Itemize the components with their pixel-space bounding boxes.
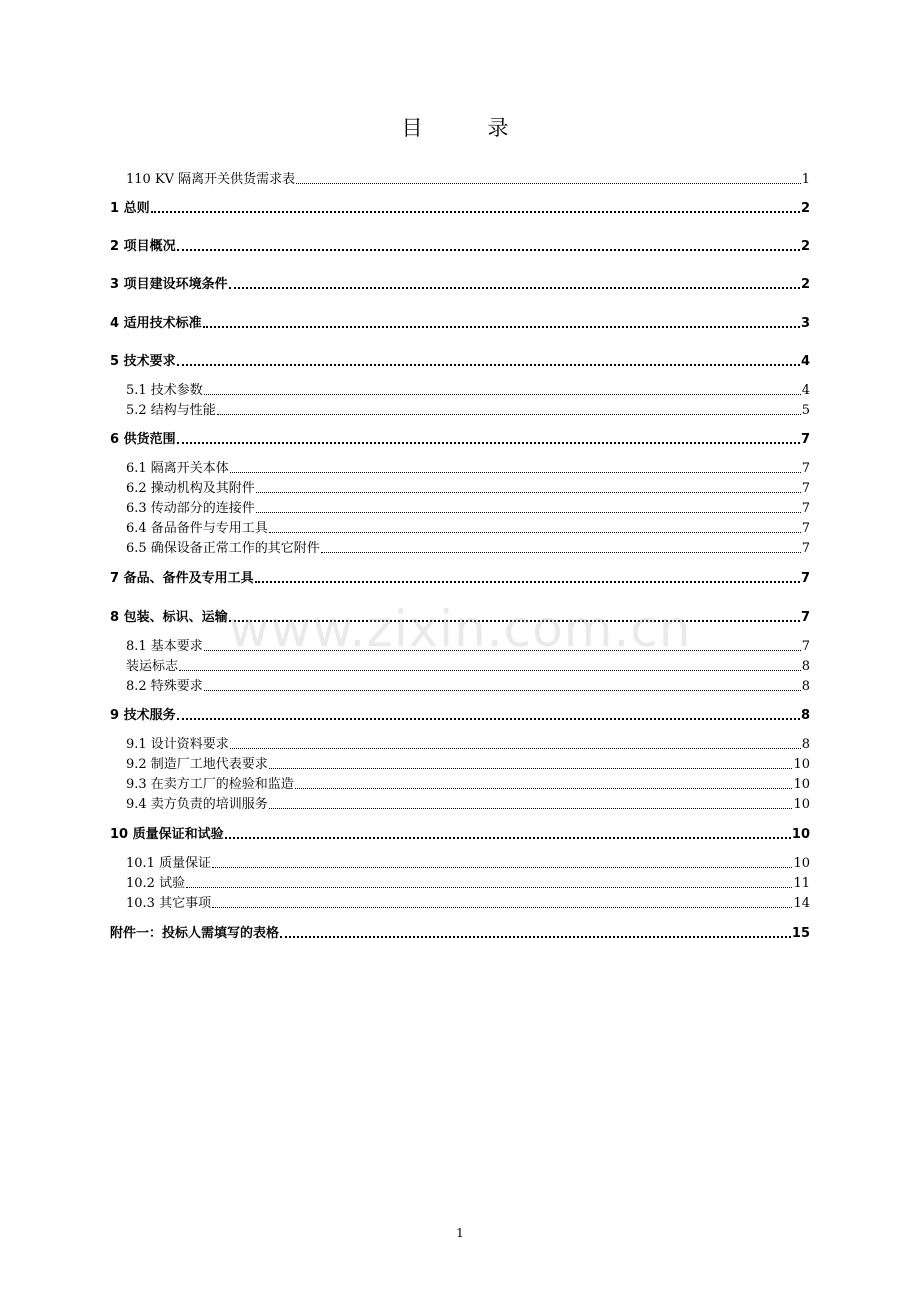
- toc-entry[interactable]: [126, 854, 810, 872]
- toc-dot-leader: [186, 887, 792, 888]
- toc-entry-label: 2 项目概况: [110, 239, 176, 254]
- page-title: 目 录: [401, 116, 531, 140]
- toc-entry-page: 7: [801, 541, 810, 556]
- toc-dot-leader: [280, 936, 791, 938]
- toc-entry-page: 10: [791, 827, 810, 842]
- toc-entry[interactable]: [110, 199, 810, 217]
- toc-dot-leader: [217, 414, 801, 415]
- toc-dot-leader: [177, 364, 800, 366]
- toc-entry[interactable]: [126, 170, 810, 188]
- toc-entry-page: 2: [800, 239, 810, 254]
- toc-entry-label: 6.1 隔离开关本体: [126, 461, 229, 476]
- toc-entry-label: 1 总则: [110, 201, 150, 216]
- toc-entry-label: 9.1 设计资料要求: [126, 737, 229, 752]
- toc-entry[interactable]: [126, 519, 810, 537]
- toc-entry-page: 7: [801, 639, 810, 654]
- toc-entry[interactable]: [126, 677, 810, 695]
- toc-entry-label: 8.2 特殊要求: [126, 679, 203, 694]
- toc-entry-page: 10: [793, 856, 810, 871]
- toc-entry-label: 10.3 其它事项: [126, 896, 212, 911]
- toc-entry-page: 10: [793, 777, 810, 792]
- toc-entry[interactable]: [126, 894, 810, 912]
- toc-entry-label: 110 KV 隔离开关供货需求表: [126, 172, 296, 187]
- toc-dot-leader: [230, 472, 801, 473]
- toc-entry-label: 9.2 制造厂工地代表要求: [126, 757, 268, 772]
- toc-dot-leader: [229, 620, 800, 622]
- toc-entry-label: 装运标志: [126, 659, 179, 674]
- toc-entry[interactable]: [126, 755, 810, 773]
- toc-entry-page: 11: [793, 876, 810, 891]
- toc-dot-leader: [204, 394, 801, 395]
- toc-entry-label: 5 技术要求: [110, 354, 176, 369]
- toc-dot-leader: [256, 492, 801, 493]
- toc-dot-leader: [151, 211, 800, 213]
- toc-entry[interactable]: [126, 775, 810, 793]
- toc-entry-label: 3 项目建设环境条件: [110, 277, 228, 292]
- toc-entry-page: 7: [801, 521, 810, 536]
- toc-entry-page: 7: [800, 571, 810, 586]
- toc-dot-leader: [177, 442, 800, 444]
- toc-entry-label: 10 质量保证和试验: [110, 827, 224, 842]
- toc-entry[interactable]: [126, 459, 810, 477]
- toc-entry-page: 7: [800, 610, 810, 625]
- toc-entry-page: 2: [800, 277, 810, 292]
- toc-dot-leader: [212, 907, 792, 908]
- toc-entry-page: 2: [800, 201, 810, 216]
- toc-entry-page: 14: [793, 896, 810, 911]
- toc-entry[interactable]: [126, 479, 810, 497]
- toc-entry-label: 4 适用技术标准: [110, 316, 202, 331]
- toc-entry[interactable]: [110, 430, 810, 448]
- toc-entry[interactable]: [110, 314, 810, 332]
- toc-entry-label: 附件一：投标人需填写的表格: [110, 926, 280, 941]
- toc-dot-leader: [269, 808, 793, 809]
- toc-entry-page: 7: [801, 461, 810, 476]
- toc-entry-label: 9 技术服务: [110, 708, 176, 723]
- toc-dot-leader: [229, 287, 800, 289]
- toc-entry[interactable]: [110, 275, 810, 293]
- toc-entry[interactable]: [110, 608, 810, 626]
- toc-dot-leader: [212, 867, 792, 868]
- toc-entry-page: 4: [800, 354, 810, 369]
- toc-entry-label: 10.2 试验: [126, 876, 186, 891]
- toc-entry[interactable]: [126, 499, 810, 517]
- toc-entry-page: 10: [793, 757, 810, 772]
- toc-dot-leader: [225, 837, 791, 839]
- toc-entry-label: 7 备品、备件及专用工具: [110, 571, 254, 586]
- toc-entry-page: 7: [801, 481, 810, 496]
- toc-entry[interactable]: [126, 637, 810, 655]
- toc-entry-page: 4: [801, 383, 810, 398]
- toc-entry[interactable]: [126, 401, 810, 419]
- toc-dot-leader: [203, 326, 800, 328]
- toc-dot-leader: [295, 788, 793, 789]
- toc-entry-label: 8 包装、标识、运输: [110, 610, 228, 625]
- toc-entry-label: 8.1 基本要求: [126, 639, 203, 654]
- toc-entry-page: 10: [793, 797, 810, 812]
- toc-dot-leader: [230, 748, 801, 749]
- toc-entry[interactable]: [126, 874, 810, 892]
- toc-entry-label: 6.4 备品备件与专用工具: [126, 521, 268, 536]
- toc-entry[interactable]: [110, 706, 810, 724]
- toc-dot-leader: [256, 512, 801, 513]
- toc-entry[interactable]: [126, 381, 810, 399]
- toc-entry[interactable]: [110, 825, 810, 843]
- toc-entry-label: 9.4 卖方负责的培训服务: [126, 797, 268, 812]
- toc-entry[interactable]: [126, 795, 810, 813]
- watermark: www.zixin.com.cn: [228, 600, 692, 658]
- toc-dot-leader: [269, 532, 801, 533]
- toc-entry-page: 15: [791, 926, 810, 941]
- toc-dot-leader: [179, 670, 801, 671]
- toc-dot-leader: [269, 768, 793, 769]
- toc-dot-leader: [321, 552, 801, 553]
- toc-dot-leader: [255, 581, 800, 583]
- toc-entry-page: 8: [801, 737, 810, 752]
- toc-dot-leader: [177, 249, 800, 251]
- toc-entry-label: 6 供货范围: [110, 432, 176, 447]
- toc-entry-label: 6.3 传动部分的连接件: [126, 501, 255, 516]
- toc-entry[interactable]: [110, 924, 810, 942]
- toc-entry-page: 8: [801, 679, 810, 694]
- toc-dot-leader: [204, 690, 801, 691]
- toc-entry-label: 5.2 结构与性能: [126, 403, 216, 418]
- toc-dot-leader: [204, 650, 801, 651]
- toc-entry-label: 6.5 确保设备正常工作的其它附件: [126, 541, 320, 556]
- toc-entry[interactable]: [126, 735, 810, 753]
- toc-entry-page: 5: [801, 403, 810, 418]
- toc-entry[interactable]: [110, 569, 810, 587]
- toc-entry-page: 7: [801, 501, 810, 516]
- toc-entry-page: 8: [801, 659, 810, 674]
- toc-entry[interactable]: [110, 352, 810, 370]
- page-number: 1: [456, 1226, 464, 1240]
- toc-dot-leader: [177, 718, 800, 720]
- toc-entry-page: 1: [801, 172, 810, 187]
- toc-entry-label: 9.3 在卖方工厂的检验和监造: [126, 777, 294, 792]
- toc-entry-label: 6.2 操动机构及其附件: [126, 481, 255, 496]
- toc-entry-page: 7: [800, 432, 810, 447]
- toc-entry-label: 10.1 质量保证: [126, 856, 212, 871]
- toc-entry-label: 5.1 技术参数: [126, 383, 203, 398]
- toc-entry[interactable]: [126, 539, 810, 557]
- toc-dot-leader: [296, 183, 801, 184]
- toc-entry-page: 3: [800, 316, 810, 331]
- toc-entry[interactable]: [110, 237, 810, 255]
- toc-entry[interactable]: [126, 657, 810, 675]
- toc-entry-page: 8: [800, 708, 810, 723]
